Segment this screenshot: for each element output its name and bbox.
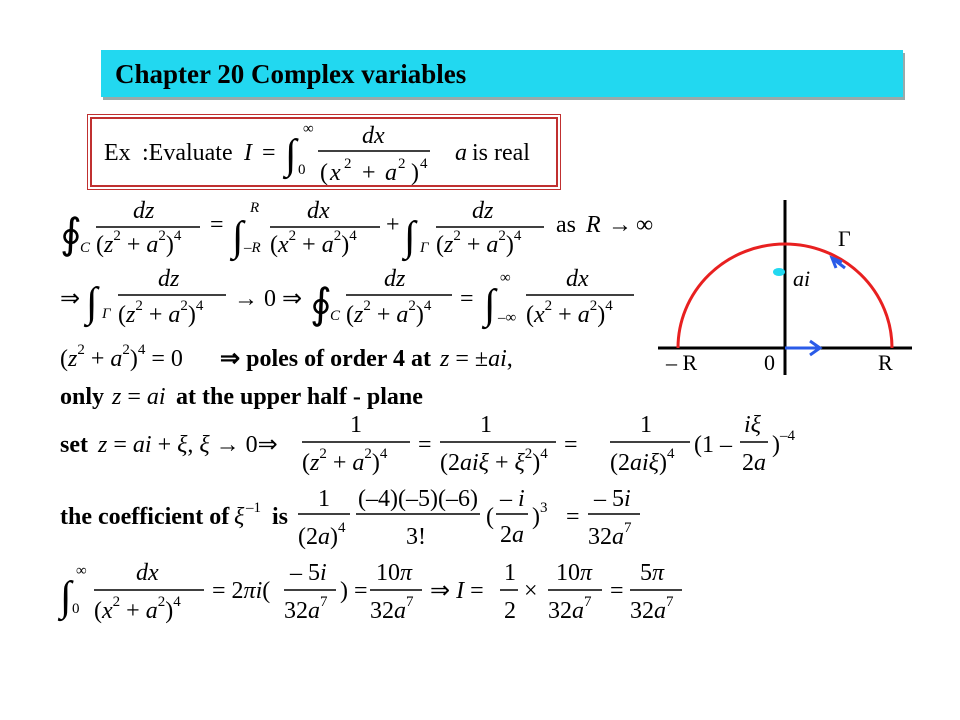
minus-r-label: – R (666, 350, 698, 375)
den-a: a (385, 160, 397, 186)
svg-text:(1 –: (1 – (694, 432, 732, 458)
equation-line-6 (60, 486, 640, 550)
svg-text:2: 2 (504, 598, 516, 624)
svg-text:(z2 + a2)4: $(z^2 + a^2)^4$ (346, 298, 432, 328)
equation-line-2 (60, 266, 634, 330)
svg-text:+: + (386, 212, 400, 238)
r-var: R (586, 212, 601, 238)
equation-line-5 (60, 412, 796, 476)
svg-text:∫: ∫ (484, 282, 496, 328)
arrow: → (608, 212, 632, 238)
ex-label: Ex (104, 140, 131, 166)
equation-line-1 (60, 198, 653, 262)
svg-text:– 5i: – 5i (290, 560, 327, 586)
gamma-label: Γ (838, 226, 851, 251)
svg-text:R: R (250, 200, 260, 216)
svg-text:Γ: Γ (102, 306, 111, 322)
svg-text:dz: dz (384, 266, 406, 292)
den-x: x (330, 160, 341, 186)
numerator-dx: dx (362, 123, 385, 149)
integral-sign: ∫ (285, 132, 297, 178)
svg-text:(2a)4: $(2a)^4$ (298, 520, 346, 550)
svg-text:(2aiξ)4: $(2ai\xi)^4$ (610, 446, 675, 476)
svg-text:z = ai: z = ai (112, 384, 166, 410)
svg-text:1: 1 (318, 486, 330, 512)
svg-text:z = ai + ξ, ξ → 0⇒: z = ai + ξ, ξ → 0⇒ (98, 432, 278, 458)
svg-text:⇒: ⇒ (60, 286, 81, 312)
den-lparen: ( (320, 160, 328, 186)
svg-text:C: C (330, 308, 341, 324)
set-text: set (60, 432, 88, 458)
equation-line-7 (57, 560, 682, 624)
var-i: I (244, 140, 252, 166)
svg-text:ξ: ξ (234, 504, 245, 530)
svg-text:=: = (610, 578, 624, 604)
example-statement (104, 121, 530, 186)
svg-text:∮: ∮ (310, 282, 332, 328)
svg-text:2a: 2a (500, 522, 524, 548)
svg-text:(z2 + a2)4: $(z^2 + a^2)^4$ (118, 298, 204, 328)
svg-text:= 2πi(: = 2πi( (212, 578, 271, 604)
equation-line-4 (60, 384, 423, 410)
svg-text:32a7: $32a^7$ (630, 594, 674, 624)
svg-text:=: = (566, 504, 580, 530)
svg-text:–1: –1 (246, 500, 261, 516)
is-text: is (272, 504, 289, 530)
svg-text:32a7: $32a^7$ (370, 594, 414, 624)
is-real-label: is real (472, 140, 530, 166)
svg-text:iξ: iξ (744, 412, 761, 438)
svg-text:∮: ∮ (60, 212, 82, 258)
svg-text:0: 0 (72, 601, 80, 617)
svg-text:10π: 10π (556, 560, 593, 586)
svg-text:) =: ) = (340, 578, 368, 604)
svg-text:(: ( (486, 504, 494, 530)
evaluate-label: :Evaluate (142, 140, 233, 166)
only-tail-text: at the upper half - plane (176, 384, 423, 410)
svg-text:=: = (418, 432, 432, 458)
svg-text:∞: ∞ (500, 270, 511, 286)
svg-text:dz: dz (158, 266, 180, 292)
origin-label: 0 (764, 350, 775, 375)
svg-text:C: C (80, 240, 91, 256)
svg-text:dx: dx (307, 198, 330, 224)
real-a: a (455, 140, 467, 166)
svg-text:–R: –R (244, 240, 261, 256)
svg-text:(x2 + a2)4: $(x^2 + a^2)^4$ (526, 298, 613, 328)
poles-text: ⇒ poles of order 4 at (220, 346, 431, 372)
svg-text:5π: 5π (640, 560, 665, 586)
svg-text:⇒ I =: ⇒ I = (430, 578, 484, 604)
den-sq2: 2 (398, 156, 406, 172)
svg-text:32a7: $32a^7$ (548, 594, 592, 624)
svg-text:(z2 + a2)4 = 0: $(z^2 + a^2)^4 = 0$ (60, 342, 183, 372)
equals: = (262, 140, 276, 166)
svg-text:→ 0 ⇒: → 0 ⇒ (234, 286, 303, 312)
factorial: 3! (406, 524, 426, 550)
svg-text:∫: ∫ (404, 214, 416, 260)
upper-limit: ∞ (303, 121, 314, 137)
svg-text:10π: 10π (376, 560, 413, 586)
times-sign: × (524, 578, 538, 604)
contour-diagram (658, 200, 912, 375)
lower-limit: 0 (298, 162, 306, 178)
svg-text:(–4)(–5)(–6): (–4)(–5)(–6) (358, 486, 478, 512)
svg-text:1: 1 (350, 412, 362, 438)
svg-text:1: 1 (504, 560, 516, 586)
page-title: Chapter 20 Complex variables (115, 59, 467, 89)
svg-text:∫: ∫ (86, 280, 98, 326)
svg-text:– 5i: – 5i (594, 486, 631, 512)
svg-text:–∞: –∞ (498, 310, 517, 326)
svg-text:z = ±ai,: z = ±ai, (440, 346, 513, 372)
svg-text:∫: ∫ (60, 574, 72, 620)
svg-text:dz: dz (133, 198, 155, 224)
svg-text:1: 1 (480, 412, 492, 438)
den-plus: + (362, 160, 376, 186)
equation-line-3 (60, 342, 513, 372)
svg-text:1: 1 (640, 412, 652, 438)
svg-text:dx: dx (566, 266, 589, 292)
svg-text:)–4: )$^{-4}$ (772, 428, 795, 458)
den-rparen: ) (411, 160, 419, 186)
svg-text:– i: – i (500, 486, 525, 512)
infinity: ∞ (636, 212, 654, 238)
svg-text:(z2 + a2)4: $(z^2 + a^2)^4$ (302, 446, 388, 476)
svg-text:=: = (564, 432, 578, 458)
svg-text:(z2 + a2)4: $(z^2 + a^2)^4$ (436, 228, 522, 258)
svg-text:)3: )$^3$ (532, 500, 548, 530)
svg-text:(x2 + a2)4: $(x^2 + a^2)^4$ (94, 594, 181, 624)
r-label: R (878, 350, 893, 375)
pole-marker (773, 268, 785, 276)
only-text: only (60, 384, 105, 410)
svg-text:=: = (460, 286, 474, 312)
svg-text:=: = (210, 212, 224, 238)
svg-text:∫: ∫ (232, 214, 244, 260)
coef-text: the coefficient of (60, 504, 230, 530)
svg-text:dx: dx (136, 560, 159, 586)
svg-text:Γ: Γ (420, 240, 429, 256)
as-label: as (556, 212, 576, 238)
svg-text:(x2 + a2)4: $(x^2 + a^2)^4$ (270, 228, 357, 258)
svg-text:32a7: $32a^7$ (588, 520, 632, 550)
svg-text:∞: ∞ (76, 563, 87, 579)
den-sq1: 2 (344, 156, 352, 172)
svg-text:dz: dz (472, 198, 494, 224)
svg-text:32a7: $32a^7$ (284, 594, 328, 624)
svg-text:(z2 + a2)4: $(z^2 + a^2)^4$ (96, 228, 182, 258)
svg-text:(2aiξ + ξ2)4: $(2ai\xi + \xi^2)^4$ (440, 446, 548, 476)
den-power: 4 (420, 156, 428, 172)
svg-text:2a: 2a (742, 450, 766, 476)
ai-label: ai (793, 266, 811, 291)
